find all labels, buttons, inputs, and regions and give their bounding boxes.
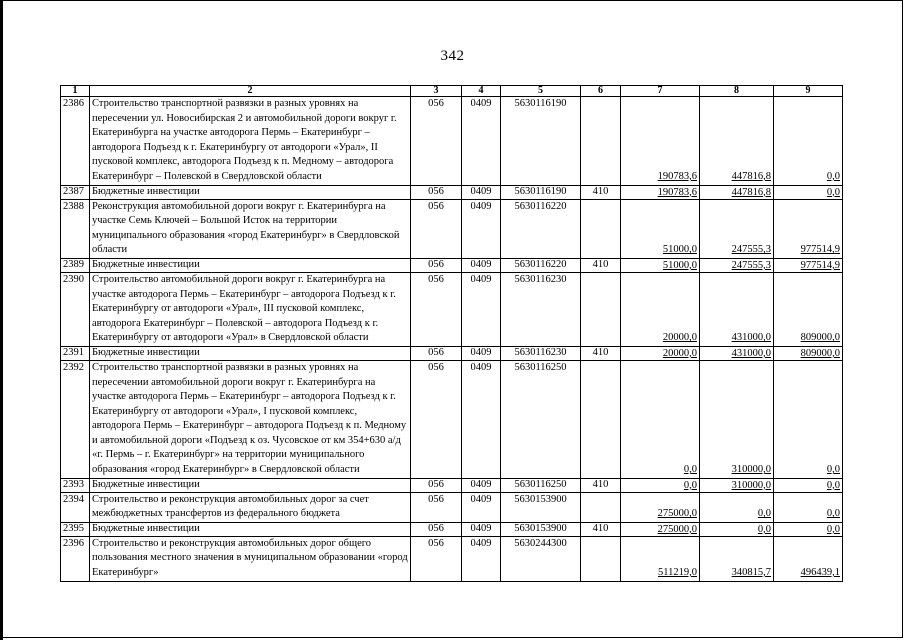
row-description: Реконструкция автомобильной дороги вокруг г. Екатеринбурга на участке Семь Ключей – Большой Исток на территории муниципального образования «город Екатеринбург» в Свердловской области	[90, 199, 411, 258]
row-description: Бюджетные инвестиции	[90, 346, 411, 360]
amount-col7: 511219,0	[658, 567, 697, 579]
code-section: 0409	[462, 536, 501, 581]
amount-col8: 247555,3	[731, 244, 771, 256]
code-target: 5630153900	[501, 492, 581, 522]
row-description: Строительство транспортной развязки в разных уровнях на пересечении ул. Новосибирская 2 и автомобильной дороги вокруг г. Екатеринбурга на участке автодорога Пермь – Екатеринбург – автодорога Подъезд к г. Екатеринбургу от автодороги «Урал», II пусковой комплекс, автодорога Подъезд к п. Медному – автодорога Екатеринбург – Полевской в Свердловской области	[90, 97, 411, 186]
table-row	[61, 97, 843, 186]
amount-col9: 809000,0	[800, 332, 840, 344]
header-cell: 1	[61, 86, 90, 97]
row-number: 2388	[61, 199, 90, 258]
table-row	[61, 522, 843, 536]
header-cell: 7	[621, 86, 700, 97]
row-number: 2394	[61, 492, 90, 522]
amount-col9: 0,0	[826, 170, 840, 182]
code-target: 5630116220	[501, 199, 581, 258]
header-row	[61, 86, 843, 97]
code-ministry: 056	[411, 258, 462, 272]
amount-col9: 0,0	[826, 508, 840, 520]
code-expense-type	[581, 360, 621, 478]
code-section: 0409	[462, 97, 501, 186]
code-target: 5630116250	[501, 360, 581, 478]
code-expense-type: 410	[581, 185, 621, 199]
header-cell: 9	[774, 86, 843, 97]
code-target: 5630116190	[501, 185, 581, 199]
amount-col7: 51000,0	[662, 259, 697, 271]
amount-col8: 0,0	[757, 523, 771, 535]
table-row	[61, 272, 843, 346]
code-target: 5630153900	[501, 522, 581, 536]
code-expense-type	[581, 536, 621, 581]
code-section: 0409	[462, 478, 501, 492]
row-number: 2391	[61, 346, 90, 360]
row-number: 2393	[61, 478, 90, 492]
header-cell: 8	[700, 86, 774, 97]
code-ministry: 056	[411, 199, 462, 258]
amount-col8: 340815,7	[731, 567, 771, 579]
code-expense-type: 410	[581, 346, 621, 360]
header-cell: 5	[501, 86, 581, 97]
row-description: Бюджетные инвестиции	[90, 478, 411, 492]
amount-col8: 431000,0	[731, 332, 771, 344]
code-expense-type	[581, 97, 621, 186]
code-expense-type: 410	[581, 478, 621, 492]
amount-col8: 310000,0	[731, 464, 771, 476]
amount-col8: 310000,0	[731, 479, 771, 491]
amount-col8: 0,0	[757, 508, 771, 520]
amount-col9: 977514,9	[800, 259, 840, 271]
code-section: 0409	[462, 492, 501, 522]
code-ministry: 056	[411, 478, 462, 492]
code-target: 5630116190	[501, 97, 581, 186]
code-expense-type	[581, 272, 621, 346]
code-section: 0409	[462, 199, 501, 258]
amount-col9: 0,0	[826, 479, 840, 491]
code-expense-type	[581, 199, 621, 258]
code-target: 5630244300	[501, 536, 581, 581]
row-number: 2395	[61, 522, 90, 536]
amount-col7: 51000,0	[662, 244, 697, 256]
code-section: 0409	[462, 272, 501, 346]
code-target: 5630116220	[501, 258, 581, 272]
code-ministry: 056	[411, 522, 462, 536]
code-target: 5630116250	[501, 478, 581, 492]
amount-col7: 0,0	[683, 479, 697, 491]
code-section: 0409	[462, 346, 501, 360]
row-description: Бюджетные инвестиции	[90, 258, 411, 272]
code-expense-type: 410	[581, 258, 621, 272]
code-ministry: 056	[411, 185, 462, 199]
code-section: 0409	[462, 360, 501, 478]
table-row	[61, 478, 843, 492]
header-cell: 3	[411, 86, 462, 97]
code-ministry: 056	[411, 97, 462, 186]
table-row	[61, 492, 843, 522]
code-ministry: 056	[411, 536, 462, 581]
table-row	[61, 199, 843, 258]
table-row	[61, 360, 843, 478]
amount-col9: 0,0	[826, 186, 840, 198]
header-cell: 6	[581, 86, 621, 97]
code-expense-type: 410	[581, 522, 621, 536]
row-number: 2387	[61, 185, 90, 199]
row-number: 2396	[61, 536, 90, 581]
row-number: 2386	[61, 97, 90, 186]
table-row	[61, 536, 843, 581]
amount-col7: 275000,0	[657, 523, 697, 535]
amount-col9: 496439,1	[800, 567, 840, 579]
row-description: Бюджетные инвестиции	[90, 522, 411, 536]
row-description: Строительство и реконструкция автомобильных дорог за счет межбюджетных трансфертов из федерального бюджета	[90, 492, 411, 522]
amount-col7: 190783,6	[657, 186, 697, 198]
header-cell: 4	[462, 86, 501, 97]
amount-col8: 447816,8	[731, 186, 771, 198]
amount-col7: 275000,0	[657, 508, 697, 520]
amount-col7: 20000,0	[662, 347, 697, 359]
row-number: 2392	[61, 360, 90, 478]
code-section: 0409	[462, 258, 501, 272]
amount-col7: 20000,0	[662, 332, 697, 344]
amount-col9: 977514,9	[800, 244, 840, 256]
code-ministry: 056	[411, 492, 462, 522]
row-number: 2390	[61, 272, 90, 346]
amount-col7: 0,0	[683, 464, 697, 476]
amount-col8: 447816,8	[731, 170, 771, 182]
table-row	[61, 258, 843, 272]
code-expense-type	[581, 492, 621, 522]
amount-col9: 0,0	[826, 523, 840, 535]
row-description: Строительство автомобильной дороги вокруг г. Екатеринбурга на участке автодорога Пермь – Екатеринбург – автодорога Подъезд к г. Екатеринбургу от автодороги «Урал», III пусковой комплекс, автодорога Екатеринбург – Полевской – автодорога Подъезд к г. Екатеринбургу от автодороги «Урал» в Свердловской области	[90, 272, 411, 346]
table-row	[61, 185, 843, 199]
amount-col7: 190783,6	[657, 170, 697, 182]
code-target: 5630116230	[501, 272, 581, 346]
scan-edge	[0, 0, 3, 640]
row-description: Строительство и реконструкция автомобильных дорог общего пользования местного значения в муниципальном образовании «город Екатеринбург»	[90, 536, 411, 581]
amount-col9: 0,0	[826, 464, 840, 476]
budget-table	[60, 85, 843, 582]
page-number: 342	[440, 48, 465, 64]
header-cell: 2	[90, 86, 411, 97]
code-section: 0409	[462, 185, 501, 199]
amount-col8: 247555,3	[731, 259, 771, 271]
code-ministry: 056	[411, 360, 462, 478]
amount-col9: 809000,0	[800, 347, 840, 359]
code-ministry: 056	[411, 272, 462, 346]
row-number: 2389	[61, 258, 90, 272]
code-target: 5630116230	[501, 346, 581, 360]
amount-col8: 431000,0	[731, 347, 771, 359]
table-row	[61, 346, 843, 360]
code-ministry: 056	[411, 346, 462, 360]
row-description: Бюджетные инвестиции	[90, 185, 411, 199]
code-section: 0409	[462, 522, 501, 536]
row-description: Строительство транспортной развязки в разных уровнях на пересечении автомобильной дороги вокруг г. Екатеринбурга на участке автодорога Пермь – Екатеринбург – автодорога Подъезд к г. Екатеринбургу от автодороги «Урал», I пусковой комплекс, автодорога Пермь – Екатеринбург – автодорога Подъезд к п. Медному и автомобильной дороги «Подъезд к оз. Чусовское от км 354+630 а/д «г. Пермь – г. Екатеринбург» на территории муниципального образования «город Екатеринбург» в Свердловской области	[90, 360, 411, 478]
